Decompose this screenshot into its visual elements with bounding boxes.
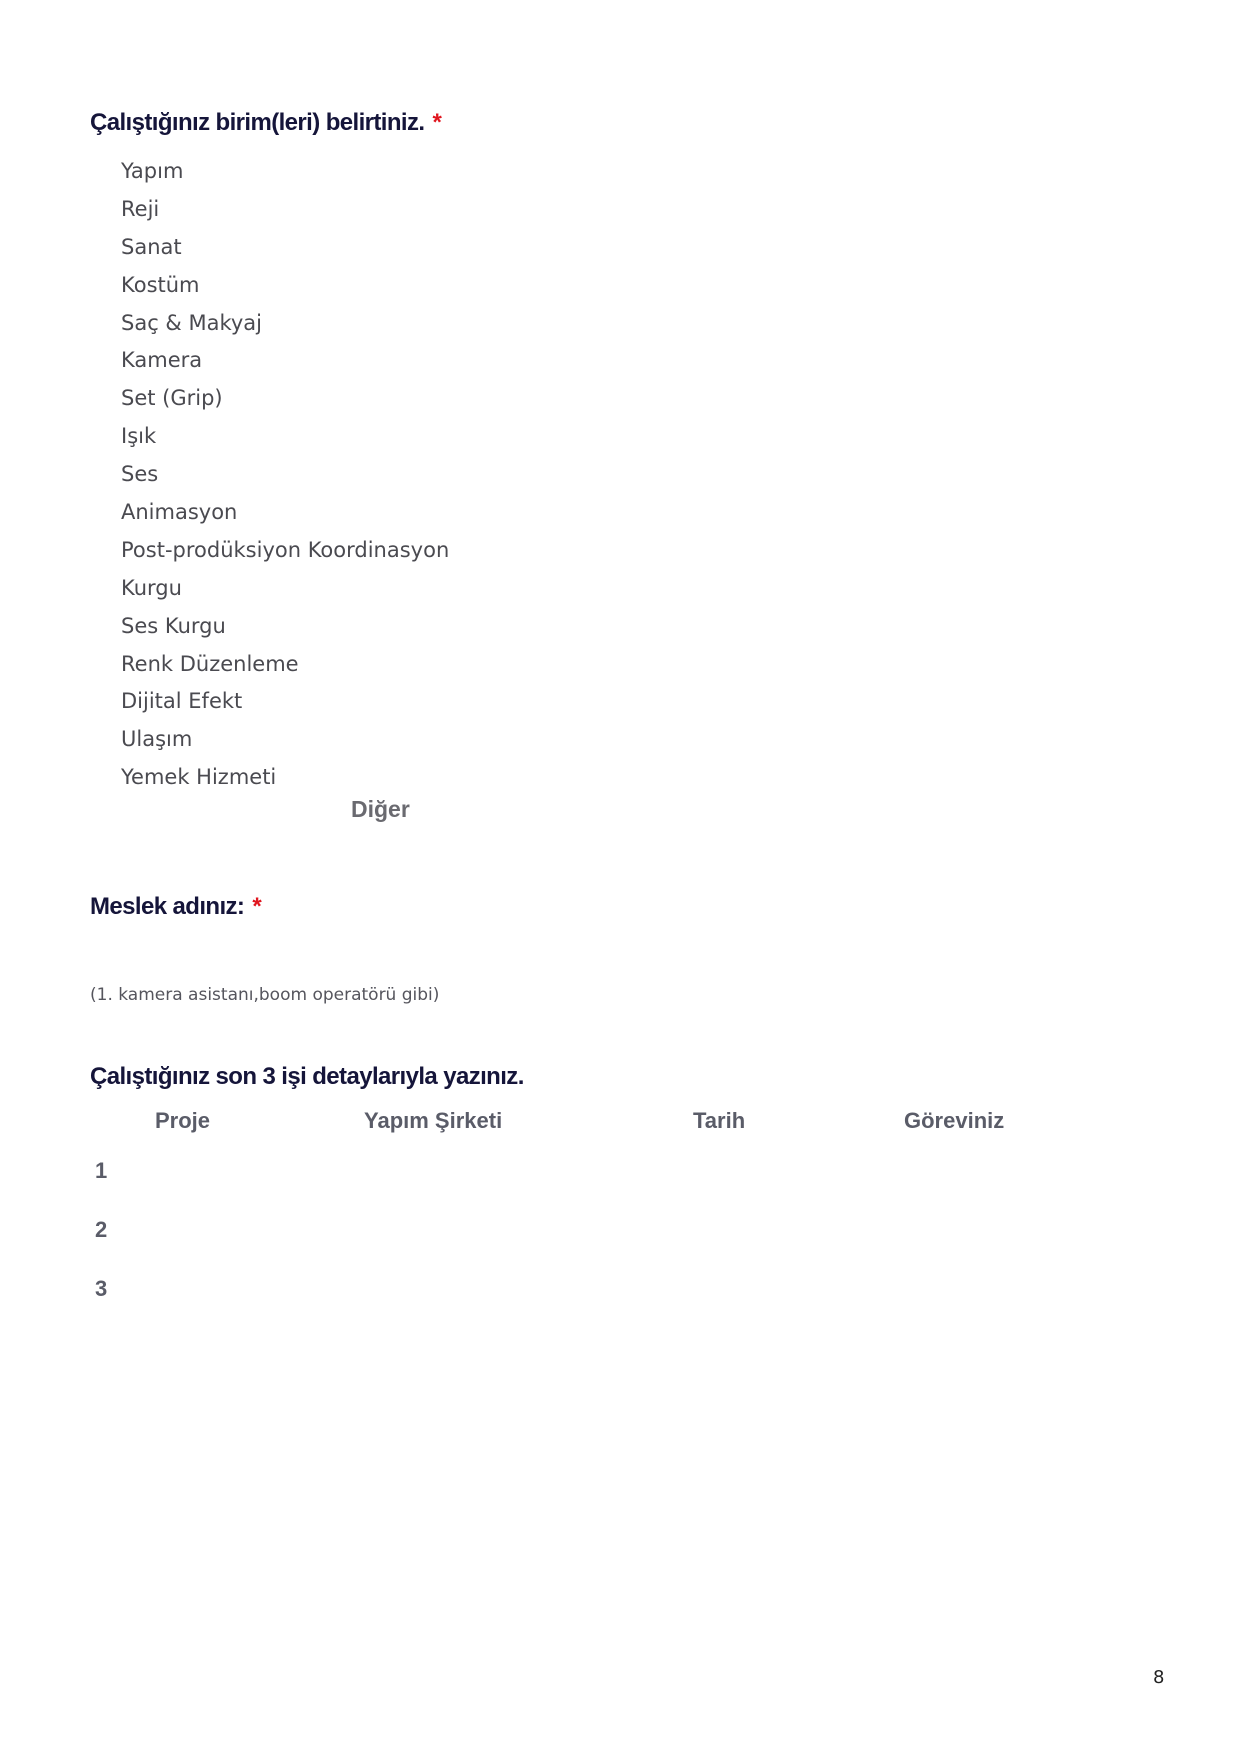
- option-kamera[interactable]: Kamera: [121, 348, 203, 373]
- column-header-yapim-sirketi: Yapım Şirketi: [364, 1108, 503, 1133]
- question-profession-text: Meslek adınız:: [90, 893, 245, 920]
- option-post-produksiyon[interactable]: Post-prodüksiyon Koordinasyon: [121, 537, 450, 562]
- required-asterisk: *: [252, 893, 262, 920]
- option-sac-makyaj[interactable]: Saç & Makyaj: [121, 310, 263, 335]
- option-yemek-hizmeti[interactable]: Yemek Hizmeti: [121, 765, 277, 790]
- profession-hint: (1. kamera asistanı,boom operatörü gibi): [90, 985, 440, 1005]
- option-dijital-efekt[interactable]: Dijital Efekt: [121, 689, 243, 714]
- page-number: 8: [1153, 1667, 1165, 1688]
- option-ses[interactable]: Ses: [121, 462, 159, 487]
- question-last-jobs-text: Çalıştığınız son 3 işi detaylarıyla yazınız.: [90, 1063, 524, 1090]
- option-ulasim[interactable]: Ulaşım: [121, 727, 193, 752]
- option-kurgu[interactable]: Kurgu: [121, 575, 182, 600]
- table-row-number: 2: [95, 1217, 108, 1242]
- option-isik[interactable]: Işık: [121, 424, 157, 449]
- required-asterisk: *: [432, 109, 442, 136]
- option-set-grip[interactable]: Set (Grip): [121, 386, 223, 411]
- option-reji[interactable]: Reji: [121, 196, 160, 221]
- option-renk-duzenleme[interactable]: Renk Düzenleme: [121, 651, 299, 676]
- option-ses-kurgu[interactable]: Ses Kurgu: [121, 613, 226, 638]
- table-row-number: 3: [95, 1276, 108, 1301]
- option-sanat[interactable]: Sanat: [121, 234, 182, 259]
- units-option-list: [121, 153, 449, 797]
- question-units-text: Çalıştığınız birim(leri) belirtiniz.: [90, 109, 425, 136]
- option-other[interactable]: Diğer: [351, 796, 410, 822]
- column-header-goreviniz: Göreviniz: [904, 1108, 1005, 1133]
- option-kostum[interactable]: Kostüm: [121, 272, 200, 297]
- table-row-number: 1: [95, 1158, 108, 1183]
- column-header-proje: Proje: [155, 1108, 211, 1133]
- question-last-jobs-heading: [90, 1063, 524, 1091]
- option-yapim[interactable]: Yapım: [121, 159, 184, 183]
- question-profession-heading: [90, 893, 261, 921]
- option-animasyon[interactable]: Animasyon: [121, 500, 238, 525]
- question-units-heading: [90, 109, 441, 137]
- column-header-tarih: Tarih: [693, 1108, 746, 1133]
